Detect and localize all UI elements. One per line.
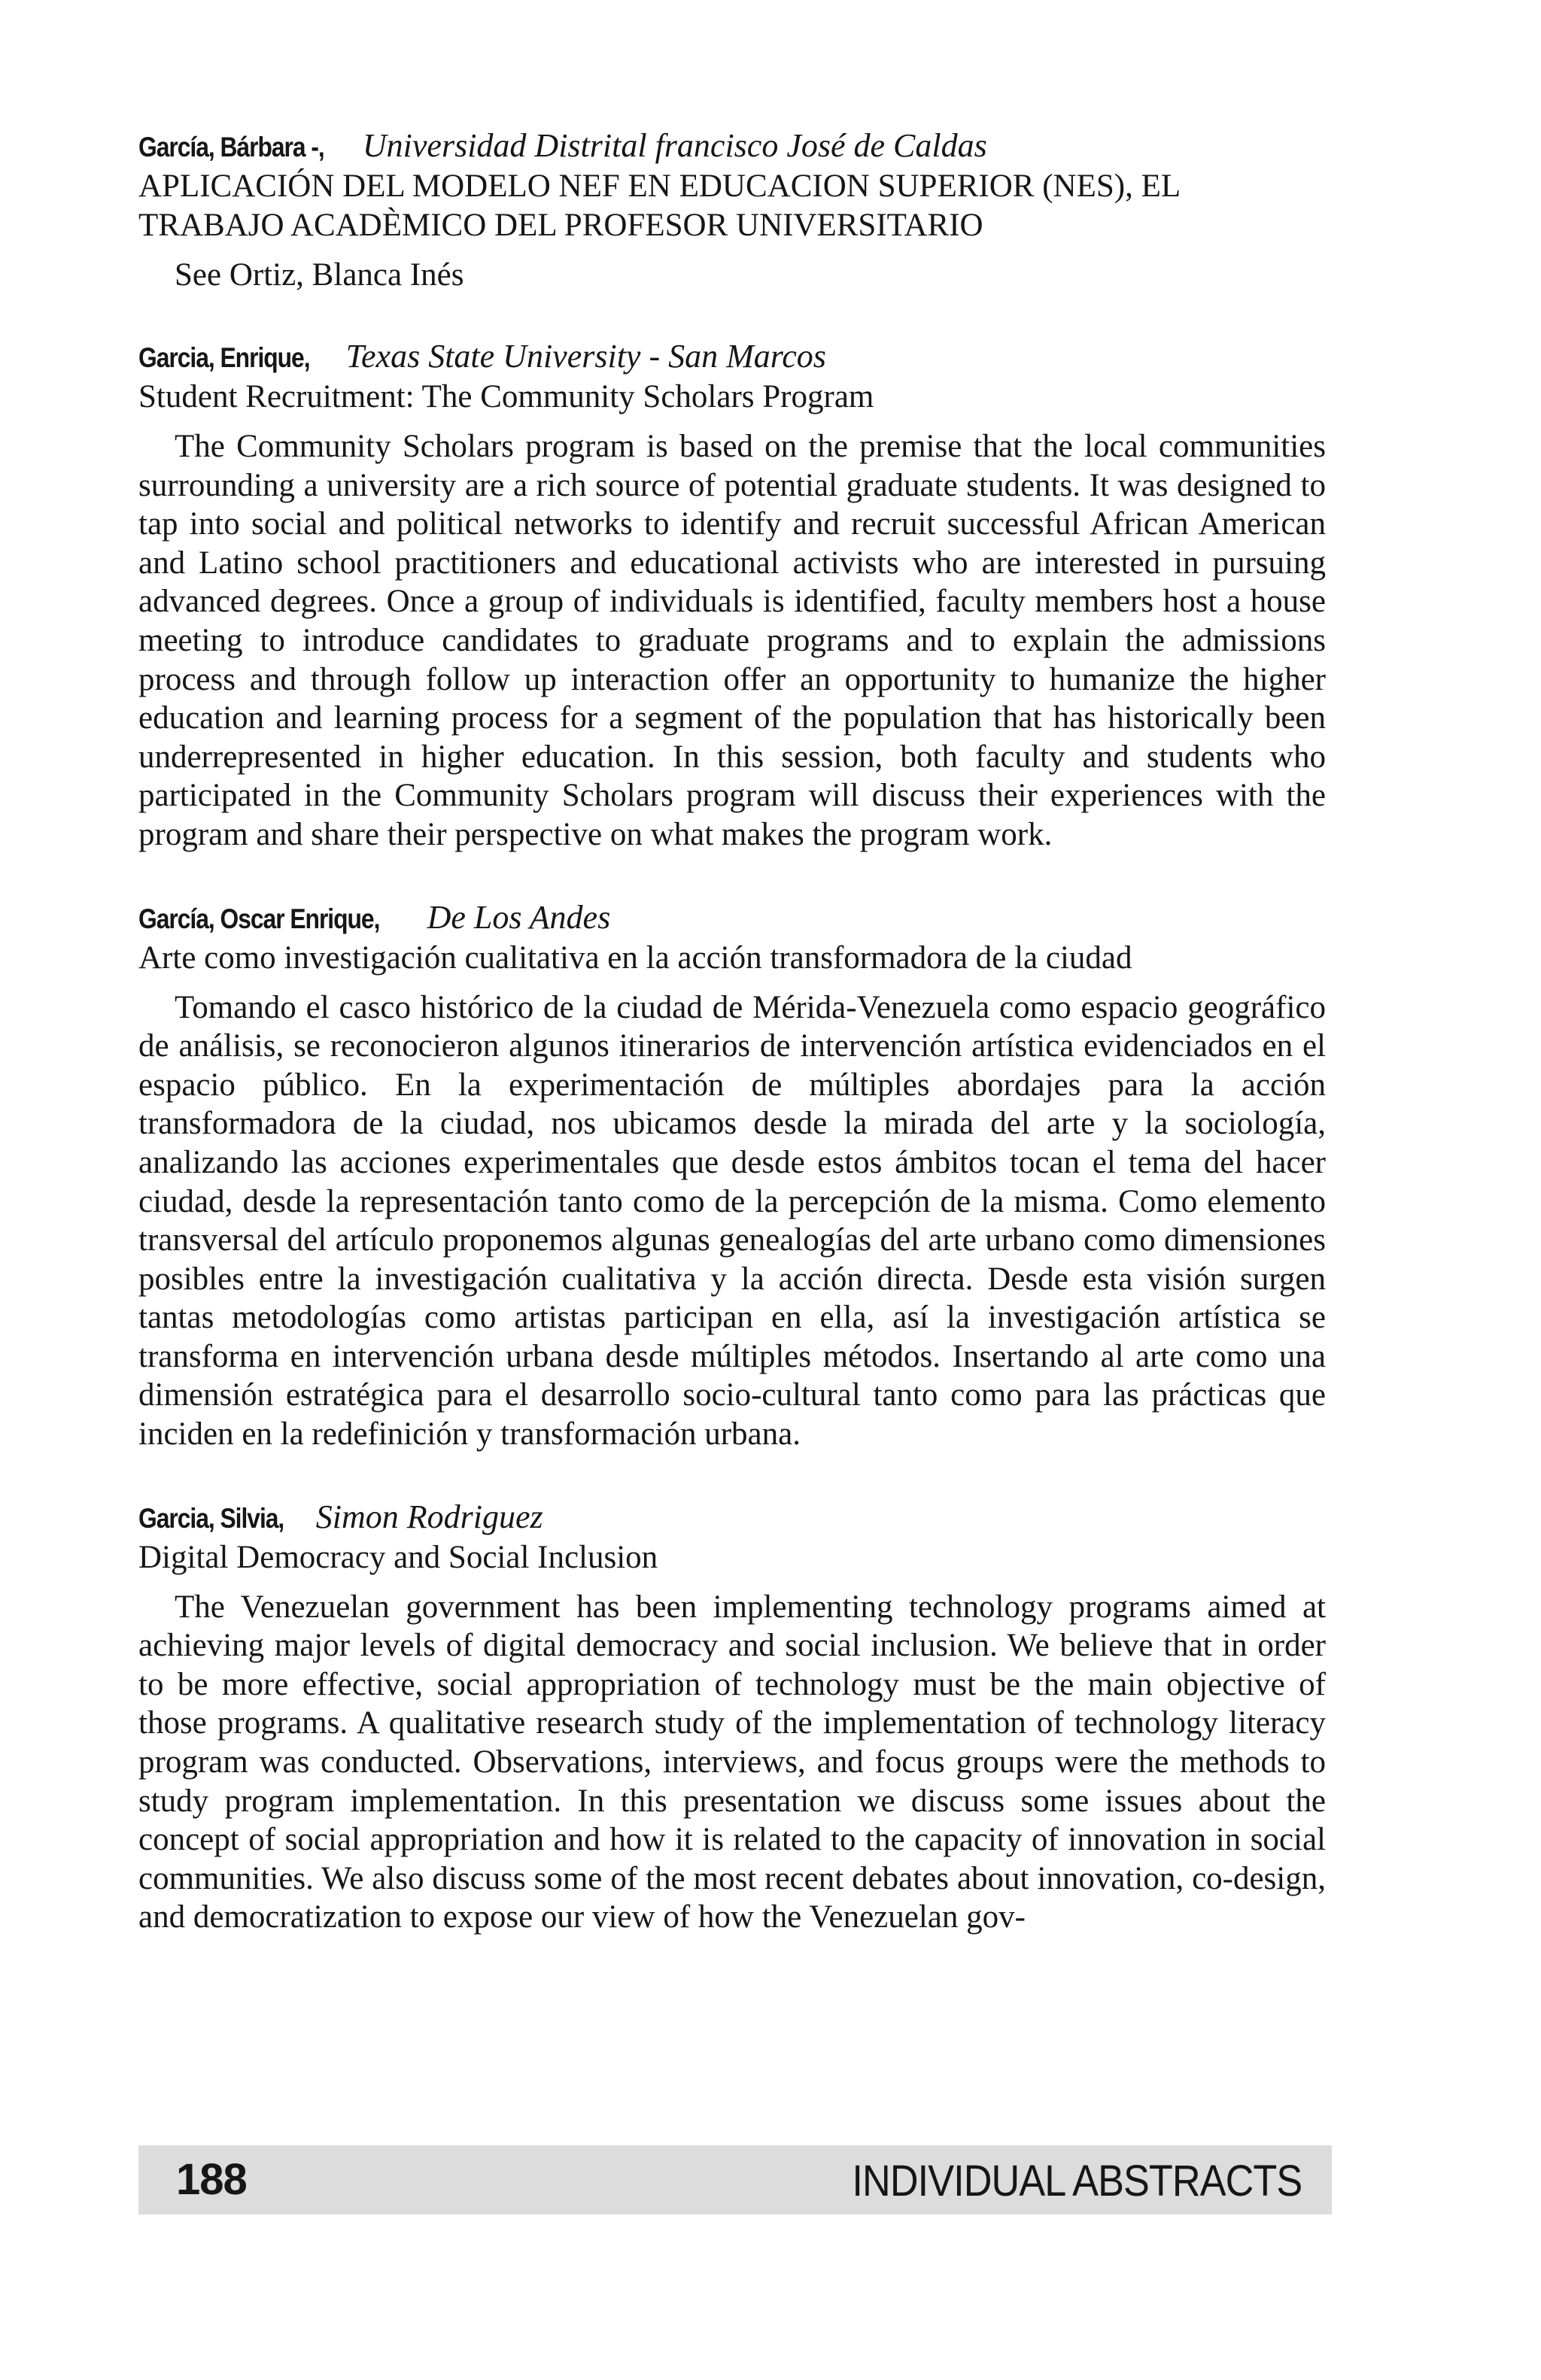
abstract-title: Student Recruitment: The Community Scholars Program <box>138 379 874 414</box>
author-name: García, Oscar Enrique, <box>138 903 380 934</box>
entry-heading <box>138 1498 1326 1538</box>
entry-heading <box>138 898 1326 939</box>
affiliation: Universidad Distrital francisco José de Caldas <box>362 127 987 164</box>
abstract-title: Arte como investigación cualitativa en la acción transformadora de la ciudad <box>138 940 1132 976</box>
affiliation: Simon Rodriguez <box>315 1498 543 1535</box>
abstract-body: The Community Scholars program is based on the premise that the local communities surrounding a university are a rich source of potential graduate students. It was designed to tap into social and political networks to identify and recruit successful African American and Latino school practitioners and educational activists who are interested in pursuing advanced degrees. Once a group of individuals is identified, faculty members host a house meeting to introduce candidates to graduate programs and to explain the admissions process and through follow up interaction offer an opportunity to humanize the higher education and learning process for a segment of the population that has historically been underrepresented in higher education. In this session, both faculty and students who participated in the Community Scholars program will discuss their experiences with the program and share their perspective on what makes the program work. <box>138 429 1326 852</box>
abstract-entry <box>138 126 1326 295</box>
entry-heading <box>138 126 1326 167</box>
entry-heading <box>138 337 1326 378</box>
author-name: García, Bárbara -, <box>138 132 324 162</box>
affiliation: De Los Andes <box>427 898 611 936</box>
section-title: INDIVIDUAL ABSTRACTS <box>852 2157 1302 2205</box>
abstract-entry <box>138 337 1326 855</box>
abstracts-column <box>138 126 1326 1981</box>
cross-reference: See Ortiz, Blanca Inés <box>175 257 464 293</box>
abstract-body: Tomando el casco histórico de la ciudad de Mérida-Venezuela como espacio geográfico de análisis, se reconocieron algunos itinerarios de intervención artística evidenciados en el espacio público. En la experimentación de múltiples abordajes para la acción transformadora de la ciudad, nos ubicamos desde la mirada del arte y la sociología, analizando las acciones experimentales que desde estos ámbitos tocan el tema del hacer ciudad, desde la representación tanto como de la percepción de la misma. Como elemento transversal del artículo proponemos algunas genealogías del arte urbano como dimensiones posibles entre la investigación cualitativa y la acción directa. Desde esta visión surgen tantas metodologías como artistas participan en ella, así la investigación artística se transforma en intervención urbana desde múltiples métodos. Insertando al arte como una dimensión estratégica para el desarrollo socio-cultural tanto como para las prácticas que inciden en la redefinición y transformación urbana. <box>138 989 1326 1453</box>
page-footer <box>138 2145 1332 2215</box>
page-number: 188 <box>176 2155 247 2204</box>
abstract-entry <box>138 898 1326 1454</box>
abstract-title: APLICACIÓN DEL MODELO NEF EN EDUCACION SUPERIOR (NES), EL TRABAJO ACADÈMICO DEL PROFESOR UNIVERSITARIO <box>138 168 1180 243</box>
abstract-title: Digital Democracy and Social Inclusion <box>138 1539 658 1575</box>
author-name: Garcia, Silvia, <box>138 1502 284 1534</box>
affiliation: Texas State University - San Marcos <box>345 338 826 375</box>
author-name: Garcia, Enrique, <box>138 342 310 373</box>
abstract-body: The Venezuelan government has been implementing technology programs aimed at achieving major levels of digital democracy and social inclusion. We believe that in order to be more effective, social appropriation of technology must be the main objective of those programs. A qualitative research study of the implementation of technology literacy program was conducted. Observations, interviews, and focus groups were the methods to study program implementation. In this presentation we discuss some issues about the concept of social appropriation and how it is related to the capacity of innovation in social communities. We also discuss some of the most recent debates about innovation, co-design, and democratization to expose our view of how the Venezuelan gov- <box>138 1589 1326 1935</box>
abstract-entry <box>138 1498 1326 1937</box>
